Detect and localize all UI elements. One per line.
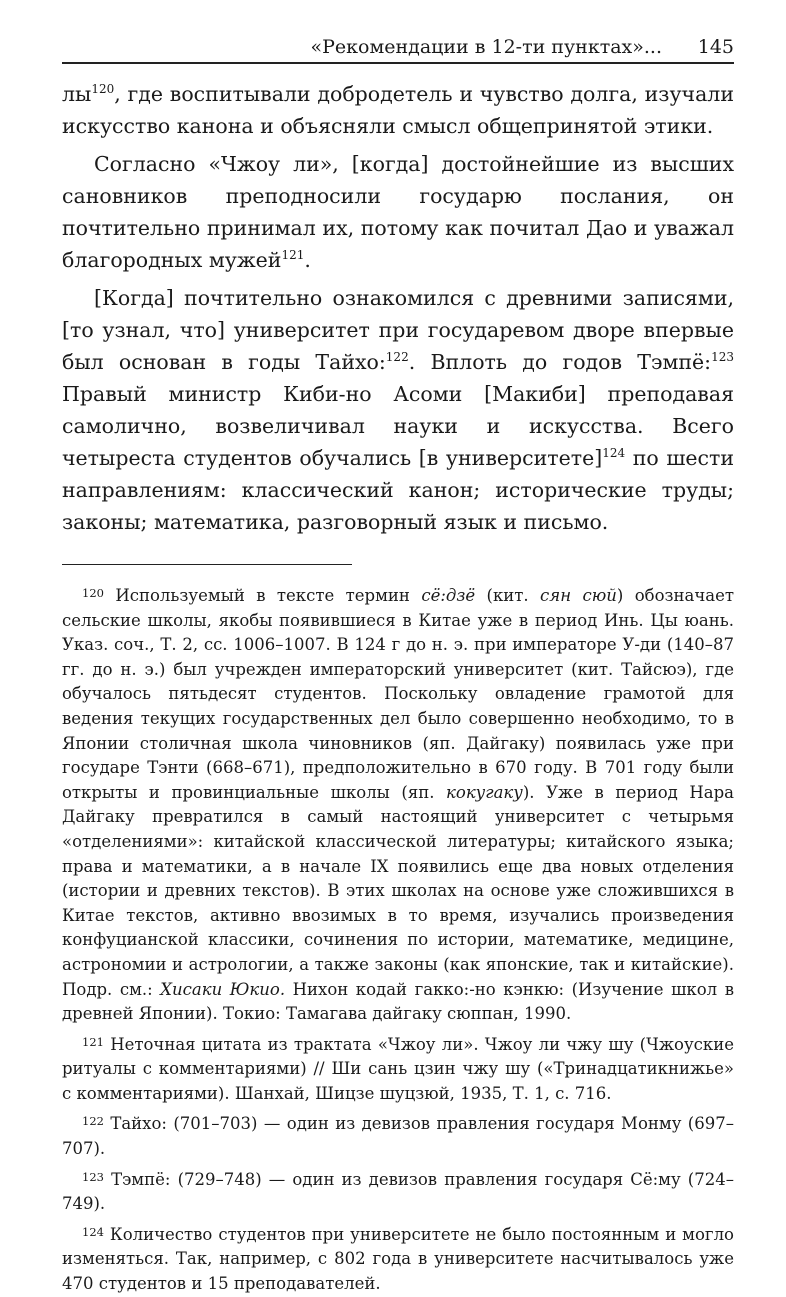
paragraph-text: [Когда] почтительно ознакомился с древними записями, [то узнал, что] университет при государевом дворе впервые был основан в годы Тайхо: bbox=[62, 286, 734, 374]
footnote-number: 124 bbox=[82, 1224, 104, 1239]
footnote-text: Тайхо: (701–703) — один из девизов правления государя Монму (697–707). bbox=[62, 1114, 734, 1159]
running-title: «Рекомендации в 12-ти пунктах»... bbox=[310, 36, 662, 58]
paragraph-text: Согласно «Чжоу ли», [когда] достойнейшие из высших сановников преподносили государю послания, он почтительно принимал их, потому как почитал Дао и уважал благородных мужей bbox=[62, 152, 734, 272]
paragraph-text: Правый министр Киби-но Асоми [Макиби] преподавая самолично, возвеличивал науки и искусства. Всего четыреста студентов обучались [в университете] bbox=[62, 382, 734, 470]
paragraph-text: . Вплоть до годов Тэмпё: bbox=[408, 350, 712, 374]
paragraph-text: лы bbox=[62, 82, 92, 106]
book-page bbox=[62, 36, 734, 1297]
footnote-ref-122: 122 bbox=[385, 350, 409, 365]
footnote-text: Неточная цитата из трактата «Чжоу ли». Чжоу ли чжу шу (Чжоуские ритуалы с комментариями) // Ши сань цзин чжу шу («Тринадцатикнижье» с комментариями). Шанхай, Шицзе шуцзюй, 1935, Т. 1, с. 716. bbox=[62, 1034, 734, 1103]
footnote-text: ). Уже в период Нара Дайгаку превратился в самый настоящий университет с четырьмя «отделениями»: китайской классической литературы; китайского языка; права и математики, а в начале IX появились еще два новых отделения (истории и древних текстов). В этих школах на основе уже сложившихся в Китае текстов, активно ввозимых в то время, изучались произведения конфуцианской классики, сочинения по истории, математике, медицине, астрономии и астрологии, а также законы (как японские, так и китайские). Подр. см.: bbox=[62, 782, 735, 999]
footnote-term: сё:дзё bbox=[421, 586, 476, 605]
footnote-text: Тэмпё: (729–748) — один из девизов правления государя Сё:му (724–749). bbox=[62, 1169, 734, 1214]
footnote-ref-123: 123 bbox=[711, 350, 734, 365]
footnote-text: Количество студентов при университете не было постоянным и могло изменяться. Так, например, с 802 года в университете насчитывалось уже 470 студентов и 15 преподавателей. bbox=[62, 1224, 734, 1294]
footnote-term: сян сюй bbox=[540, 586, 617, 605]
footnote-text: Нихон кодай гакко:-но кэнкю: (Изучение школ в древней Японии). Токио: Тамагава дайгаку сюппан, 1990. bbox=[62, 979, 734, 1024]
footnote-number: 120 bbox=[82, 586, 104, 600]
paragraph-2 bbox=[62, 148, 734, 276]
footnote-term: кокугаку bbox=[446, 782, 523, 802]
footnote-number: 122 bbox=[82, 1114, 104, 1129]
footnote-ref-120: 120 bbox=[91, 82, 115, 97]
footnote-121 bbox=[62, 1030, 734, 1107]
footnote-ref-124: 124 bbox=[602, 446, 626, 461]
footnote-divider bbox=[62, 564, 352, 565]
footnote-123 bbox=[62, 1165, 734, 1217]
footnote-number: 123 bbox=[82, 1169, 104, 1184]
footnote-text: ) обозначает сельские школы, якобы появившиеся в Китае уже в период Инь. Цы юань. Указ. соч., Т. 2, сс. 1006–1007. В 124 г до н. э. при императоре У-ди (140–87 гг. до н. э.) был учрежден императорский университет (кит. Тайсюэ), где обучалось пятьдесят студентов. Поскольку овладение грамотой для ведения текущих государственных дел было совершенно необходимо, то в Японии столичная школа чиновников (яп. Дайгаку) появилась уже при государе Тэнти (668–671), предположительно в 670 году. В 701 году были открыты и провинциальные школы (яп. bbox=[62, 586, 734, 802]
footnote-ref-121: 121 bbox=[281, 248, 305, 263]
footnote-122 bbox=[62, 1109, 734, 1161]
footnote-author: Хисаки Юкио. bbox=[160, 979, 286, 999]
footnote-text: Используемый в тексте термин bbox=[115, 586, 422, 605]
footnote-text: (кит. bbox=[475, 586, 541, 605]
paragraph-1 bbox=[62, 78, 734, 142]
paragraph-text: , где воспитывали добродетель и чувство долга, изучали искусство канона и объясняли смысл общепринятой этики. bbox=[62, 82, 734, 138]
footnotes bbox=[62, 581, 734, 1297]
paragraph-3 bbox=[62, 282, 734, 538]
footnote-120 bbox=[62, 581, 734, 1027]
footnote-number: 121 bbox=[82, 1034, 104, 1049]
page-number: 145 bbox=[697, 36, 734, 58]
main-text bbox=[62, 78, 734, 538]
footnote-124 bbox=[62, 1220, 734, 1297]
paragraph-text: . bbox=[304, 248, 311, 272]
running-header bbox=[62, 36, 734, 64]
paragraph-text: по шести направлениям: классический канон; исторические труды; законы; математика, разговорный язык и письмо. bbox=[62, 446, 734, 534]
